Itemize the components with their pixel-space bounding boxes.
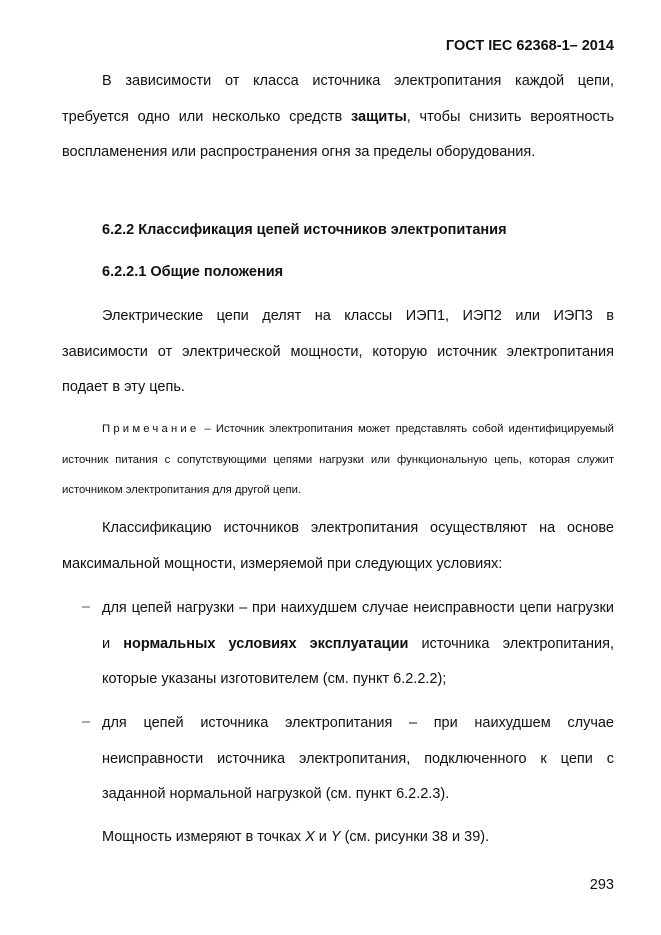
paragraph-text: Мощность измеряют в точках (102, 829, 306, 845)
list-item-source-circuits: для цепей источника электропитания – при наихудшем случае неисправности источника электропитания, подключенного к цепи с заданной нормальной нагрузкой (см. пункт 6.2.2.3). (102, 715, 614, 802)
paragraph-text: (см. рисунки 38 и 39). (340, 829, 490, 845)
paragraph-measurement (62, 820, 614, 856)
note-label: Примечание (102, 423, 200, 435)
subsection-heading: 6.2.2.1 Общие положения (102, 264, 284, 280)
page-number: 293 (589, 877, 614, 893)
paragraph-classification: Классификацию источников электропитания осуществляют на основе максимальной мощности, измеряемой при следующих условиях: (62, 520, 614, 572)
paragraph-protection (62, 64, 614, 171)
term-bold: защиты (351, 108, 407, 125)
point-y: Y (330, 829, 341, 845)
term-bold: нормальных условиях эксплуатации (123, 635, 409, 652)
paragraph-text: и (314, 829, 331, 845)
list-marker: – (82, 714, 91, 730)
note (62, 414, 614, 506)
paragraph-classes: Электрические цепи делят на классы ИЭП1, ИЭП2 или ИЭП3 в зависимости от электрической мощности, которую источник электропитания подает в эту цепь. (62, 308, 614, 395)
list-text: для цепей нагрузки – при наихудшем случае неисправности цепи нагрузки и (102, 600, 614, 652)
standard-header: ГОСТ IEC 62368-1– 2014 (445, 38, 614, 54)
note-text: – Источник электропитания может представлять собой идентифицируемый источник питания с сопутствующими цепями нагрузки или функциональную цепь, которая служит источником электропитания для другой цепи. (62, 423, 614, 496)
paragraph-text: , чтобы снизить вероятность воспламенения или распространения огня за пределы оборудования. (62, 108, 615, 160)
paragraph-text: В зависимости от класса источника электропитания каждой цепи, требуется одно или несколько средств (62, 73, 614, 125)
list-item-load-circuits (102, 591, 614, 698)
point-x: X (305, 829, 315, 845)
section-heading: 6.2.2 Классификация цепей источников электропитания (102, 222, 507, 238)
list-text: источника электропитания, которые указаны изготовителем (см. пункт 6.2.2.2); (102, 635, 614, 687)
list-marker: – (82, 599, 91, 615)
